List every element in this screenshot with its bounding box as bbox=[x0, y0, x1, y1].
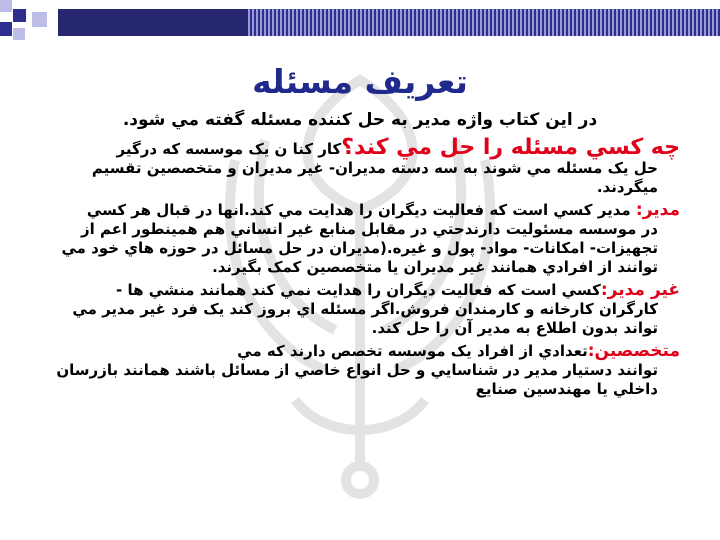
section-manager bbox=[40, 201, 680, 277]
decor-square bbox=[0, 0, 12, 12]
section-body: كارگران كارخانه و كارمندان فروش.اگر مسئله اي بروز كند يک فرد غير مدير مي تواند بدون اطلاع به مدير آن را حل كند. bbox=[72, 300, 658, 337]
section-line: تعدادي از افراد يک موسسه تخصص دارند که مي bbox=[237, 342, 588, 360]
section-line: مدير كسي است که فعاليت ديگران را هدايت مي كند.انها در قبال هر كسي bbox=[86, 201, 636, 219]
top-banner-dark-block bbox=[58, 9, 248, 36]
section-heading: مدير: bbox=[635, 200, 680, 220]
section-specialists bbox=[40, 342, 680, 399]
decor-square bbox=[32, 12, 47, 27]
decor-square bbox=[0, 22, 12, 36]
slide-content bbox=[40, 60, 680, 403]
decor-square bbox=[13, 28, 25, 40]
decor-square bbox=[13, 9, 26, 22]
section-heading: متخصصين: bbox=[587, 341, 680, 361]
section-line: كار كنا ن يک موسسه که درگير bbox=[116, 140, 342, 158]
section-body: توانند دستيار مدير در شناسايي و حل انواع خاصي از مسائل باشند همانند بازرسان داخلي يا مهندسين صنايع bbox=[56, 361, 658, 398]
section-heading: چه کسي مسئله را حل مي کند؟ bbox=[341, 135, 680, 160]
intro-text: در اين كتاب واژه مدير به حل كننده مسئله گفته مي شود. bbox=[122, 110, 598, 130]
section-line: كسي است که فعاليت ديگران را هدايت نمي كند همانند منشي ها - bbox=[116, 281, 601, 299]
section-who-solves bbox=[40, 135, 680, 197]
section-body: در موسسه مسئوليت دارندحتي در مقابل منابع غير انساني هم همينطور اعم از تجهيزات- امكانات- مواد- پول و غيره.(مديران در حل مسائل در حوزه هاي خود مي توانند از افرادي همانند غير مديران يا متخصصين كمک بگيرند. bbox=[61, 220, 658, 276]
section-non-manager bbox=[40, 281, 680, 338]
section-body: حل يک مسئله مي شوند به سه دسته مديران- غير مديران و متخصصين تقسيم ميگردند. bbox=[91, 159, 658, 196]
section-heading: غير مدير: bbox=[600, 280, 680, 300]
slide-title: تعريف مسئله bbox=[252, 62, 468, 101]
